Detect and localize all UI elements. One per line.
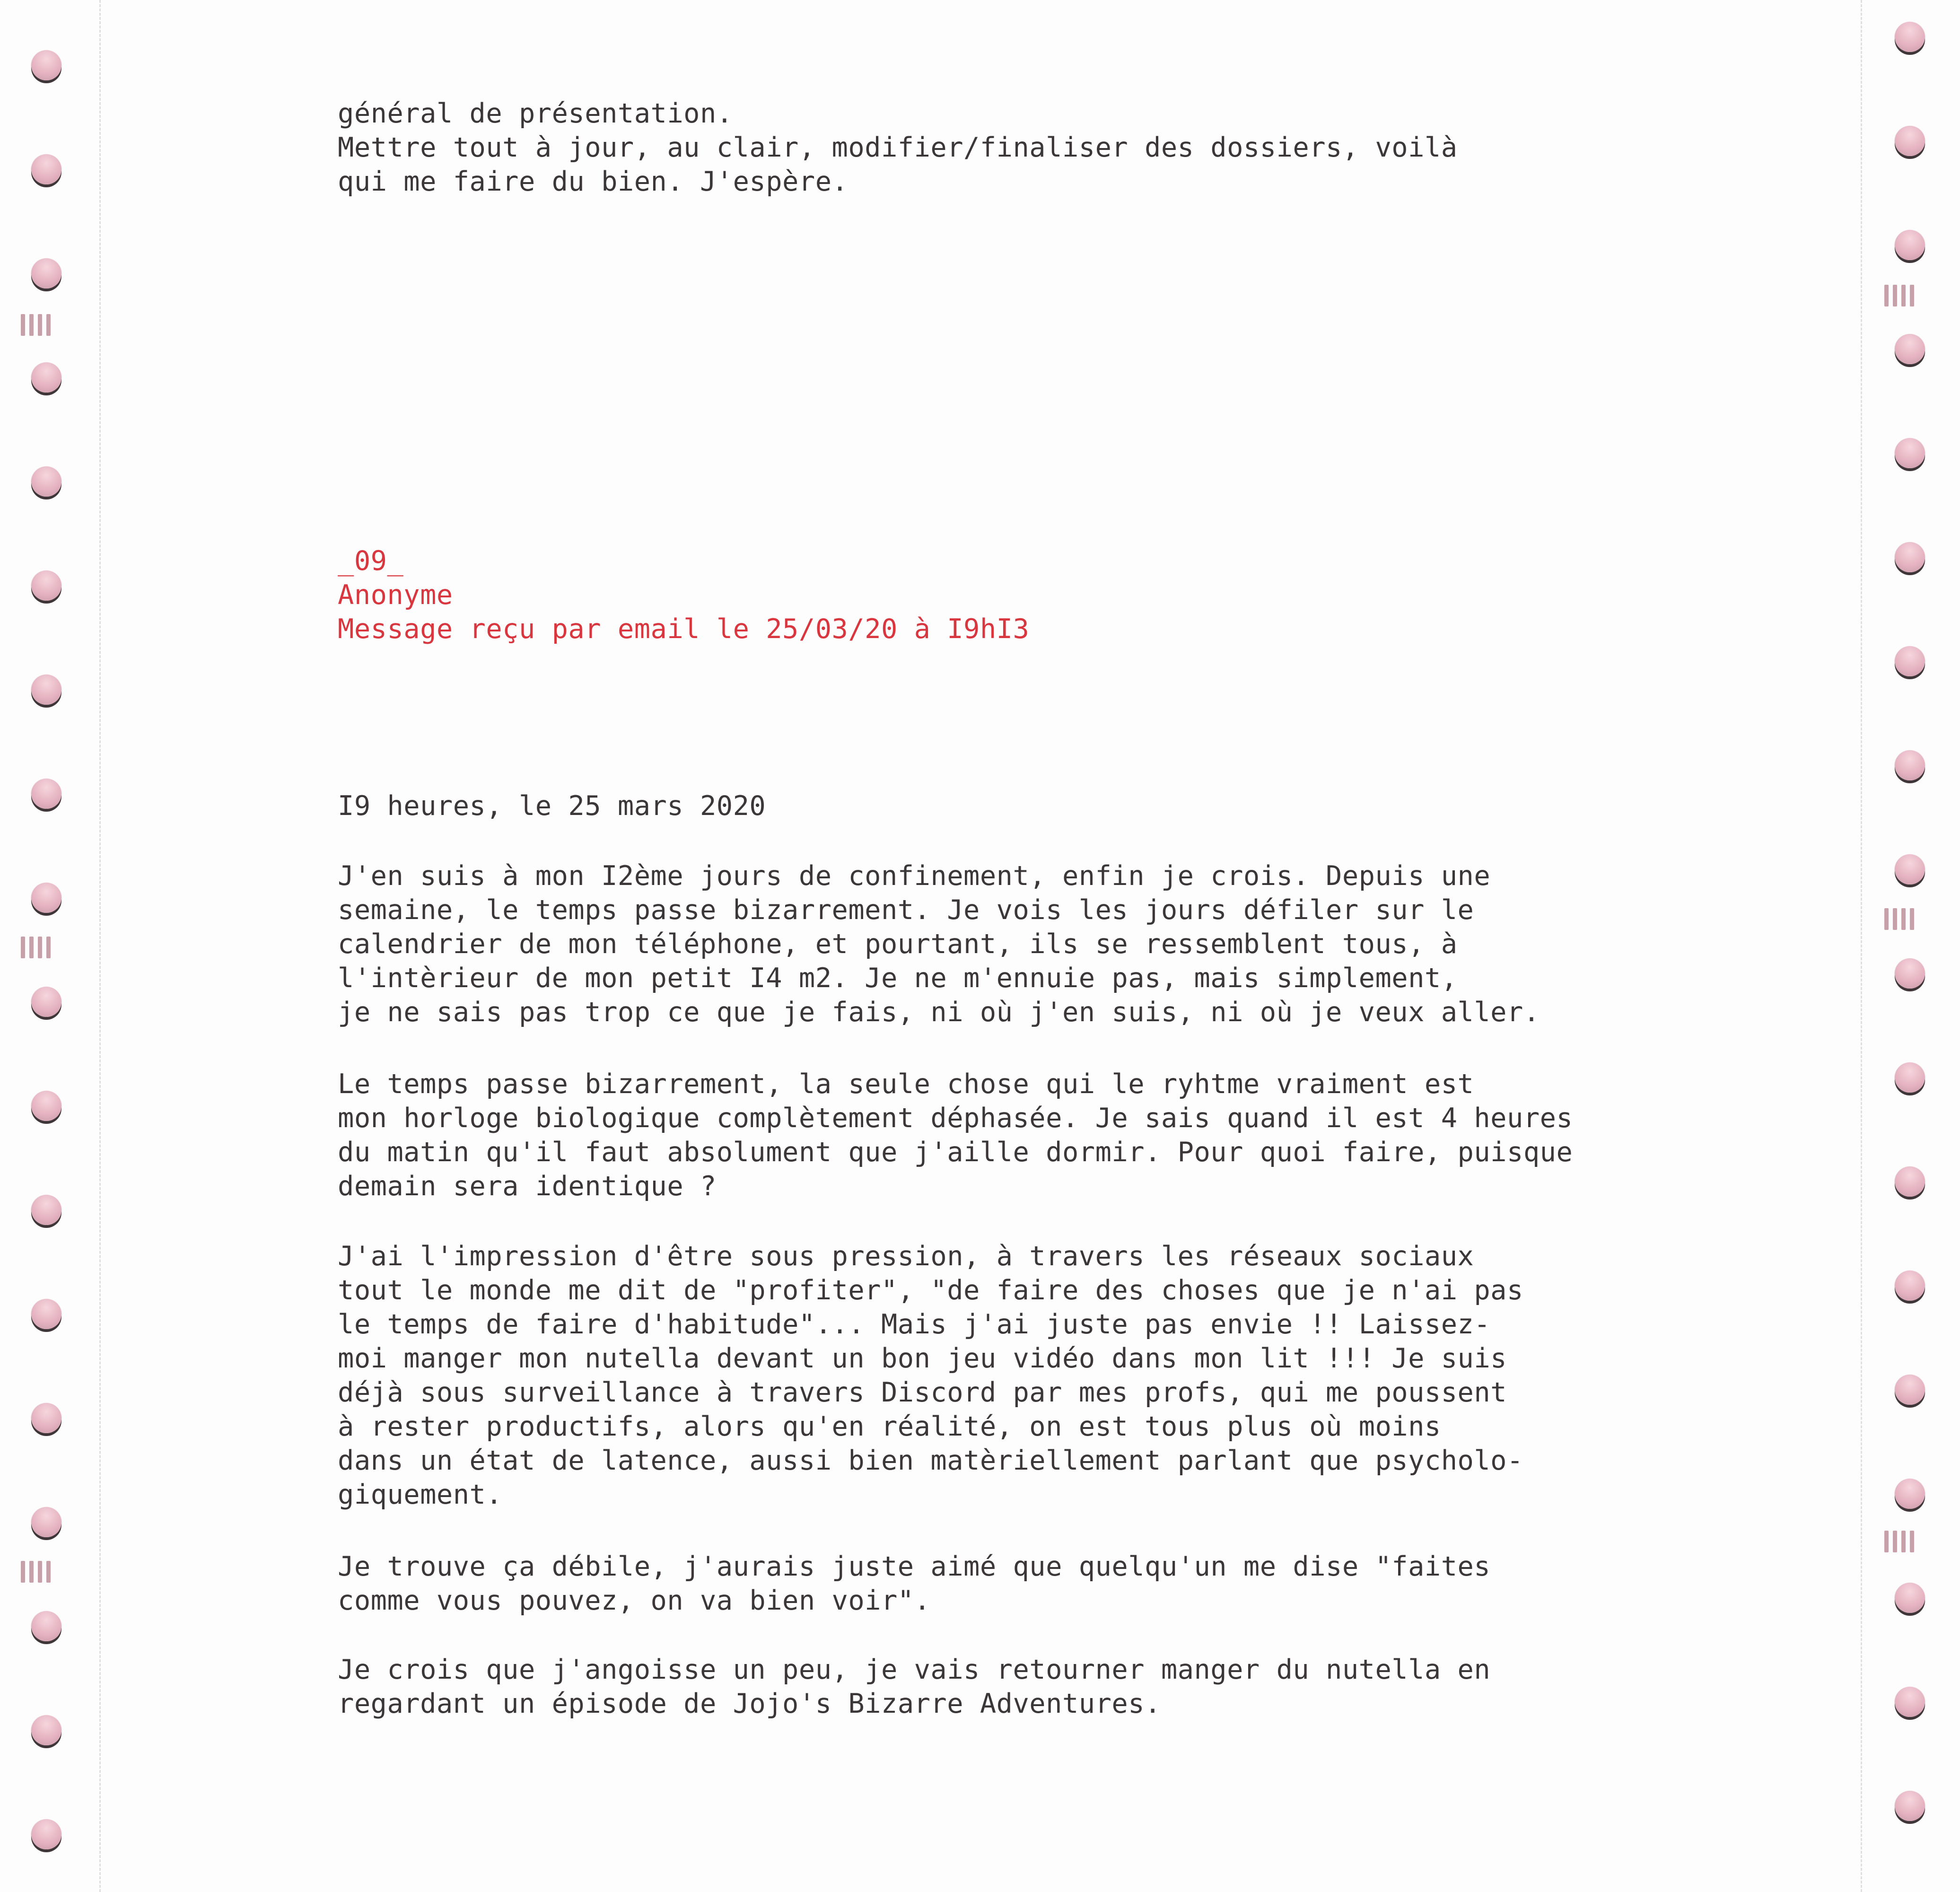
letter-paragraph: Je crois que j'angoisse un peu, je vais retourner manger du nutella en regardant un épisode de Jojo's Bizarre Adventures. xyxy=(338,1654,1491,1719)
feed-hole xyxy=(31,1715,61,1745)
feed-hole xyxy=(1895,1375,1925,1405)
feed-hole xyxy=(31,1195,61,1225)
feed-hole xyxy=(1895,22,1925,52)
entry-author: Anonyme xyxy=(338,579,453,611)
feed-hole xyxy=(1895,230,1925,260)
entry-header xyxy=(338,544,1029,646)
feed-hole xyxy=(31,258,61,289)
perforation-ticks xyxy=(1884,1531,1914,1552)
left-perforated-margin xyxy=(0,0,99,1892)
feed-hole xyxy=(1895,126,1925,156)
feed-hole xyxy=(31,1507,61,1537)
feed-hole xyxy=(1895,1479,1925,1509)
feed-hole xyxy=(31,1091,61,1121)
feed-hole xyxy=(1895,1583,1925,1613)
perforation-ticks xyxy=(21,1561,51,1583)
entry-number: _09_ xyxy=(338,545,404,577)
feed-hole xyxy=(31,154,61,184)
right-perforated-margin xyxy=(1861,0,1960,1892)
feed-hole xyxy=(1895,1270,1925,1301)
entry-received-line: Message reçu par email le 25/03/20 à I9hI3 xyxy=(338,613,1030,645)
feed-hole xyxy=(31,50,61,80)
feed-hole xyxy=(1895,438,1925,468)
left-perforation-line xyxy=(99,0,101,1892)
letter-paragraph: J'en suis à mon I2ème jours de confinement, enfin je crois. Depuis une semaine, le temps passe bizarrement. Je vois les jours défiler sur le calendrier de mon téléphone, et pourtant, ils se ressemblent tous, à l'intèrieur de mon petit I4 m2. Je ne m'ennuie pas, mais simplement, je ne sais pas trop ce que je fais, ni où j'en suis, ni où je veux aller. xyxy=(338,860,1540,1028)
feed-hole xyxy=(31,1403,61,1433)
feed-hole xyxy=(31,779,61,809)
letter-paragraph: J'ai l'impression d'être sous pression, à travers les réseaux sociaux tout le monde me dit de "profiter", "de faire des choses que je n'ai pas le temps de faire d'habitude"... Mais j'ai juste pas envie !! Laissez- moi manger mon nutella devant un bon jeu vidéo dans mon lit !!! Je suis déjà sous surveillance à travers Discord par mes profs, qui me poussent à rester productifs, alors qu'en réalité, on est tous plus où moins dans un état de latence, aussi bien matèriellement parlant que psycholo- giquement. xyxy=(338,1241,1523,1510)
letter-paragraph: Je trouve ça débile, j'aurais juste aimé que quelqu'un me dise "faites comme vous pouvez, on va bien voir". xyxy=(338,1551,1491,1616)
letter-date-line: I9 heures, le 25 mars 2020 xyxy=(338,790,766,822)
right-perforation-line xyxy=(1861,0,1862,1892)
perforation-ticks xyxy=(1884,908,1914,930)
feed-hole xyxy=(31,1611,61,1641)
feed-hole xyxy=(31,466,61,497)
feed-hole xyxy=(1895,646,1925,676)
feed-hole xyxy=(1895,958,1925,989)
feed-hole xyxy=(31,674,61,705)
perforation-ticks xyxy=(1884,285,1914,307)
feed-hole xyxy=(1895,1791,1925,1821)
intro-text: général de présentation. Mettre tout à jour, au clair, modifier/finaliser des dossiers, voilà qui me faire du bien. J'espère. xyxy=(338,98,1458,197)
feed-hole xyxy=(1895,542,1925,572)
feed-hole xyxy=(31,1819,61,1849)
feed-hole xyxy=(1895,1687,1925,1717)
perforation-ticks xyxy=(21,937,51,958)
feed-hole xyxy=(1895,750,1925,780)
feed-hole xyxy=(31,883,61,913)
feed-hole xyxy=(31,987,61,1017)
letter-paragraph: Le temps passe bizarrement, la seule chose qui le ryhtme vraiment est mon horloge biologique complètement déphasée. Je sais quand il est 4 heures du matin qu'il faut absolument que j'aille dormir. Pour quoi faire, puisque demain sera identique ? xyxy=(338,1069,1573,1202)
perforation-ticks xyxy=(21,314,51,336)
feed-hole xyxy=(1895,854,1925,885)
feed-hole xyxy=(1895,1062,1925,1093)
feed-hole xyxy=(31,1299,61,1329)
feed-hole xyxy=(31,362,61,393)
feed-hole xyxy=(31,570,61,601)
feed-hole xyxy=(1895,334,1925,364)
feed-hole xyxy=(1895,1166,1925,1197)
